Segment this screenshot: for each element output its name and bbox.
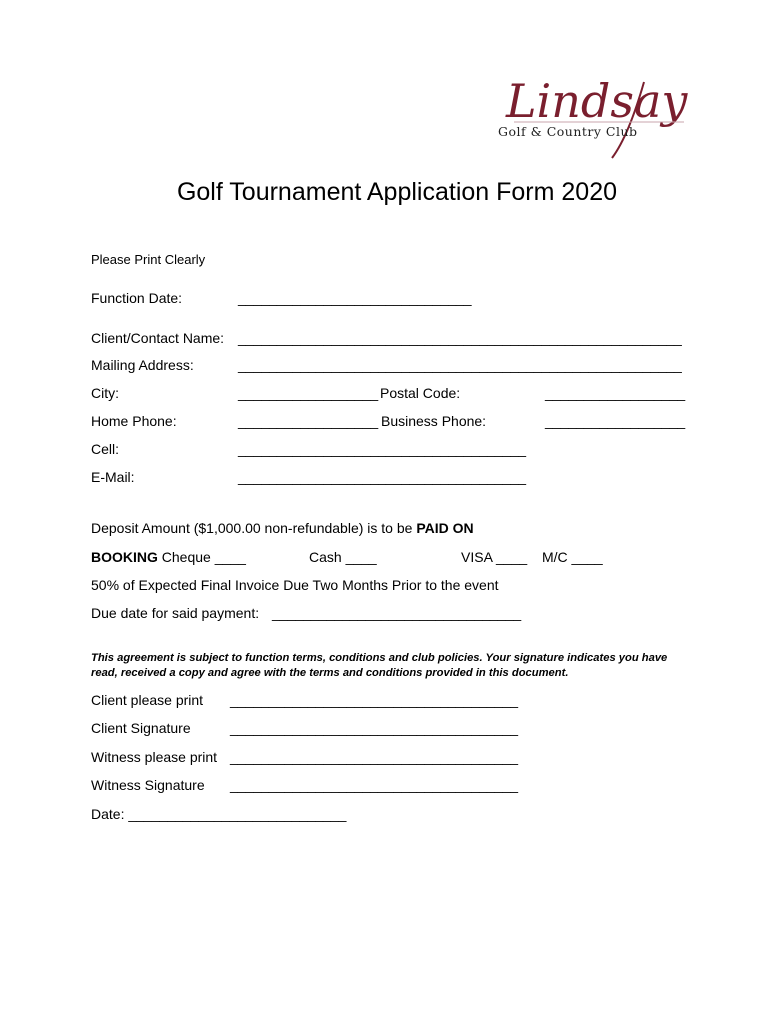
email-label: E-Mail: <box>91 469 135 485</box>
cheque-option[interactable]: Cheque ____ <box>157 549 246 565</box>
postal-code-field[interactable]: __________________ <box>545 385 686 401</box>
invoice-note: 50% of Expected Final Invoice Due Two Months Prior to the event <box>91 577 499 593</box>
mailing-address-field[interactable]: _________________________________________________________ <box>238 357 682 373</box>
postal-code-label: Postal Code: <box>380 385 461 401</box>
print-instruction: Please Print Clearly <box>91 252 206 267</box>
booking-line <box>91 549 246 565</box>
mc-option[interactable]: M/C ____ <box>542 549 603 565</box>
agreement-text: This agreement is subject to function terms, conditions and club policies. Your signature indicates you have read, received a copy and agree with the terms and conditions provided in this document. <box>91 652 668 679</box>
witness-print-field[interactable]: _____________________________________ <box>230 749 519 765</box>
due-date-field[interactable]: ________________________________ <box>272 605 522 621</box>
client-signature-label: Client Signature <box>91 720 191 736</box>
email-field[interactable]: _____________________________________ <box>238 469 527 485</box>
mailing-address-label: Mailing Address: <box>91 357 194 373</box>
club-logo <box>494 62 690 162</box>
home-phone-field[interactable]: __________________ <box>238 413 379 429</box>
client-print-field[interactable]: _____________________________________ <box>230 692 519 708</box>
deposit-booking: BOOKING <box>91 549 158 565</box>
client-contact-label: Client/Contact Name: <box>91 330 225 346</box>
logo-script-text: Lindsay <box>506 74 688 128</box>
witness-signature-field[interactable]: _____________________________________ <box>230 777 519 793</box>
client-contact-field[interactable]: _________________________________________________________ <box>238 330 682 346</box>
witness-signature-label: Witness Signature <box>91 777 205 793</box>
city-field[interactable]: __________________ <box>238 385 379 401</box>
deposit-paid-on: PAID ON <box>416 520 474 536</box>
visa-option[interactable]: VISA ____ <box>461 549 528 565</box>
cash-option[interactable]: Cash ____ <box>309 549 377 565</box>
due-date-label: Due date for said payment: <box>91 605 260 621</box>
business-phone-label: Business Phone: <box>381 413 487 429</box>
deposit-text: Deposit Amount ($1,000.00 non-refundable) is to be <box>91 520 417 536</box>
deposit-line <box>91 520 474 536</box>
cell-label: Cell: <box>91 441 120 457</box>
cell-field[interactable]: _____________________________________ <box>238 441 527 457</box>
lindsay-logo-icon <box>494 62 690 162</box>
form-title: Golf Tournament Application Form 2020 <box>176 178 618 206</box>
city-label: City: <box>91 385 119 401</box>
home-phone-label: Home Phone: <box>91 413 177 429</box>
client-signature-field[interactable]: _____________________________________ <box>230 720 519 736</box>
witness-print-label: Witness please print <box>91 749 218 765</box>
business-phone-field[interactable]: __________________ <box>545 413 686 429</box>
date-label: Date: <box>91 806 125 822</box>
date-field[interactable]: ____________________________ <box>124 806 347 822</box>
date-line <box>91 806 346 822</box>
logo-subtitle: Golf & Country Club <box>498 124 638 139</box>
client-print-label: Client please print <box>91 692 204 708</box>
function-date-field[interactable]: ______________________________ <box>238 290 472 306</box>
function-date-label: Function Date: <box>91 290 183 306</box>
